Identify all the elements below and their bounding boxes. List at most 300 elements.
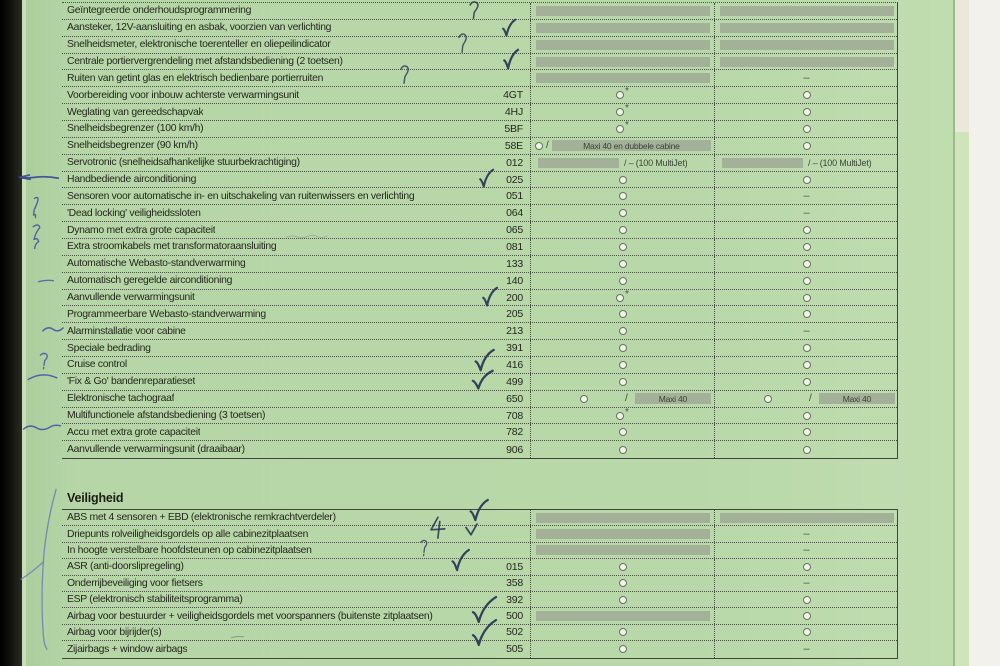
safety-table	[62, 509, 898, 659]
option-description-cell	[62, 37, 530, 53]
option-label: Handbediende airconditioning	[67, 174, 197, 186]
option-label: Cruise control	[67, 359, 127, 371]
not-available-dash: –	[803, 576, 810, 589]
table-row	[62, 20, 897, 37]
availability-cell	[530, 222, 714, 238]
availability-cell	[714, 592, 898, 607]
availability-cell	[530, 121, 714, 137]
availability-cell	[714, 172, 898, 188]
option-circle-icon	[803, 612, 811, 620]
availability-cell	[714, 256, 898, 272]
option-label: ESP (elektronisch stabiliteitsprogramma)	[67, 594, 243, 606]
option-code: 416	[506, 358, 523, 371]
option-description-cell	[62, 543, 530, 558]
option-description-cell	[62, 20, 530, 36]
option-circle-icon	[619, 645, 627, 653]
option-code: 213	[506, 325, 523, 338]
option-description-cell	[62, 641, 530, 657]
table-row	[62, 290, 897, 307]
table-row	[62, 155, 897, 172]
option-description-cell	[62, 424, 530, 440]
availability-cell	[530, 641, 714, 657]
option-description-cell	[62, 357, 530, 373]
option-label: Weglating van gereedschapvak	[67, 106, 204, 118]
option-code: 4GT	[503, 89, 523, 102]
availability-cell	[714, 559, 898, 574]
redacted-price-bar	[536, 40, 710, 50]
redacted-price-bar	[720, 513, 894, 523]
option-circle-icon	[803, 596, 811, 604]
availability-cell	[714, 87, 898, 103]
option-circle-icon	[803, 378, 811, 386]
availability-cell	[714, 205, 898, 221]
redacted-price-bar	[536, 513, 710, 523]
option-label: Zijairbags + window airbags	[67, 643, 188, 655]
option-code: 065	[506, 224, 523, 237]
option-circle-icon	[580, 395, 588, 403]
availability-cell	[714, 104, 898, 120]
slash-separator: /	[625, 393, 628, 405]
availability-cell	[714, 3, 898, 19]
availability-cell	[530, 592, 714, 607]
redacted-price-bar	[720, 6, 894, 16]
option-label: Extra stroomkabels met transformatoraansluiting	[67, 241, 277, 253]
table-row	[62, 441, 897, 458]
availability-cell	[530, 37, 714, 53]
availability-cell	[714, 357, 898, 373]
not-available-dash: –	[803, 543, 810, 556]
redacted-price-bar	[720, 57, 894, 67]
option-code: 500	[506, 610, 523, 623]
option-label: Elektronische tachograaf	[67, 393, 175, 405]
option-label: Automatische Webasto-standverwarming	[67, 258, 246, 270]
option-code: 200	[506, 291, 523, 304]
availability-cell	[714, 121, 898, 137]
option-description-cell	[62, 70, 530, 86]
availability-cell	[530, 391, 714, 407]
option-circle-icon	[619, 277, 627, 285]
option-label: Alarminstallatie voor cabine	[67, 325, 186, 337]
availability-cell	[530, 205, 714, 221]
option-circle-icon	[619, 209, 627, 217]
option-code: 025	[506, 173, 523, 186]
availability-cell	[530, 340, 714, 356]
option-code: 015	[506, 560, 523, 573]
table-row	[62, 374, 897, 391]
availability-cell	[714, 608, 898, 623]
option-circle-icon	[616, 412, 624, 420]
availability-cell	[530, 87, 714, 103]
availability-cell	[530, 172, 714, 188]
not-available-dash: –	[803, 324, 810, 337]
option-circle-icon	[803, 108, 811, 116]
option-circle-icon	[619, 579, 627, 587]
availability-cell	[714, 526, 898, 541]
not-available-dash: –	[803, 642, 810, 655]
availability-cell	[714, 222, 898, 238]
option-description-cell	[62, 54, 530, 70]
table-row	[62, 576, 897, 592]
option-circle-icon	[616, 125, 624, 133]
redacted-price-bar	[536, 73, 710, 83]
option-code: 012	[506, 156, 523, 169]
availability-cell	[714, 306, 898, 322]
option-circle-icon	[803, 310, 811, 318]
option-circle-icon	[803, 277, 811, 285]
availability-cell	[714, 70, 898, 86]
option-circle-icon	[616, 91, 624, 99]
option-circle-icon	[619, 176, 627, 184]
option-code: 205	[506, 308, 523, 321]
asterisk-icon: *	[625, 86, 629, 98]
option-description-cell	[62, 138, 530, 154]
table-row	[62, 104, 897, 121]
option-description-cell	[62, 340, 530, 356]
availability-cell	[714, 374, 898, 390]
table-row	[62, 510, 897, 526]
table-row	[62, 172, 897, 189]
option-circle-icon	[803, 91, 811, 99]
option-circle-icon	[619, 596, 627, 604]
availability-cell	[714, 155, 898, 171]
option-label: Multifunctionele afstandsbediening (3 toetsen)	[67, 410, 266, 422]
table-row	[62, 424, 897, 441]
table-row	[62, 70, 897, 87]
availability-cell	[714, 37, 898, 53]
option-code: 391	[506, 342, 523, 355]
redacted-price-bar	[720, 40, 894, 50]
option-code: 133	[506, 257, 523, 270]
availability-cell	[714, 340, 898, 356]
option-label: 'Fix & Go' bandenreparatieset	[67, 376, 196, 388]
option-description-cell	[62, 391, 530, 407]
option-circle-icon	[619, 344, 627, 352]
availability-cell	[530, 239, 714, 255]
table-row	[62, 526, 897, 542]
option-code: 505	[506, 643, 523, 656]
availability-cell	[714, 273, 898, 289]
not-available-dash: –	[803, 71, 810, 84]
not-available-dash: –	[803, 206, 810, 219]
availability-cell	[714, 188, 898, 204]
option-description-cell	[62, 374, 530, 390]
availability-cell	[530, 188, 714, 204]
option-code: 064	[506, 207, 523, 220]
table-row	[62, 625, 897, 641]
option-description-cell	[62, 273, 530, 289]
availability-cell	[714, 290, 898, 306]
option-code: 392	[506, 593, 523, 606]
availability-cell	[714, 625, 898, 640]
option-circle-icon	[619, 563, 627, 571]
availability-cell	[530, 357, 714, 373]
redacted-price-bar	[722, 158, 803, 168]
table-row	[62, 543, 897, 559]
option-description-cell	[62, 559, 530, 574]
availability-cell	[530, 608, 714, 623]
option-description-cell	[62, 256, 530, 272]
table-row	[62, 121, 897, 138]
slash-separator: /	[809, 393, 812, 405]
availability-cell	[530, 70, 714, 86]
option-circle-icon	[803, 446, 811, 454]
underlying-page-edge-bottom	[955, 132, 969, 666]
option-description-cell	[62, 323, 530, 339]
asterisk-icon: *	[625, 288, 629, 300]
option-description-cell	[62, 239, 530, 255]
option-description-cell	[62, 3, 530, 19]
availability-cell	[530, 424, 714, 440]
not-available-dash: –	[803, 189, 810, 202]
availability-cell	[530, 323, 714, 339]
option-circle-icon	[619, 327, 627, 335]
table-row	[62, 205, 897, 222]
option-code: 782	[506, 426, 523, 439]
availability-cell	[530, 306, 714, 322]
scanner-black-band	[0, 0, 22, 666]
option-description-cell	[62, 408, 530, 424]
option-label: Automatisch geregelde airconditioning	[67, 275, 233, 287]
availability-cell	[714, 441, 898, 458]
availability-cell	[714, 543, 898, 558]
option-circle-icon	[803, 294, 811, 302]
availability-cell	[530, 155, 714, 171]
option-circle-icon	[619, 428, 627, 436]
table-row	[62, 87, 897, 104]
option-description-cell	[62, 188, 530, 204]
table-row	[62, 592, 897, 608]
option-description-cell	[62, 510, 530, 525]
option-code: 081	[506, 240, 523, 253]
availability-cell	[714, 408, 898, 424]
asterisk-icon: *	[625, 406, 629, 418]
option-circle-icon	[803, 125, 811, 133]
option-circle-icon	[803, 176, 811, 184]
option-description-cell	[62, 306, 530, 322]
availability-cell	[530, 559, 714, 574]
option-code: 140	[506, 274, 523, 287]
option-code: 58E	[504, 139, 523, 152]
option-circle-icon	[535, 142, 543, 150]
option-label: Aanvullende verwarmingsunit	[67, 292, 195, 304]
not-available-dash: –	[803, 527, 810, 540]
table-row	[62, 222, 897, 239]
page-left-edge	[22, 0, 26, 666]
option-label: Aansteker, 12V-aansluiting en asbak, voorzien van verlichting	[67, 22, 332, 34]
option-code: 906	[506, 443, 523, 456]
table-row	[62, 3, 897, 20]
availability-note: / – (100 MultiJet)	[808, 157, 872, 168]
option-label: ASR (anti-doorslipregeling)	[67, 561, 184, 573]
availability-cell	[530, 408, 714, 424]
option-label: ABS met 4 sensoren + EBD (elektronische remkrachtverdeler)	[67, 512, 336, 524]
option-circle-icon	[764, 395, 772, 403]
option-label: Snelheidsmeter, elektronische toerenteller en oliepeilindicator	[67, 39, 331, 51]
redacted-price-bar	[536, 23, 710, 33]
redacted-price-bar	[536, 6, 710, 16]
option-label: Airbag voor bijrijder(s)	[67, 626, 162, 638]
option-label: Ruiten van getint glas en elektrisch bedienbare portierruiten	[67, 72, 324, 84]
option-circle-icon	[803, 412, 811, 420]
availability-cell	[714, 54, 898, 70]
availability-cell	[714, 138, 898, 154]
table-row	[62, 608, 897, 624]
table-row	[62, 273, 897, 290]
underlying-page-edge-top	[955, 0, 969, 132]
option-circle-icon	[619, 378, 627, 386]
table-row	[62, 37, 897, 54]
table-row	[62, 340, 897, 357]
options-table	[62, 2, 898, 459]
availability-cell	[714, 510, 898, 525]
section-title: Veiligheid	[67, 491, 124, 505]
option-description-cell	[62, 592, 530, 607]
table-row	[62, 306, 897, 323]
option-description-cell	[62, 222, 530, 238]
option-description-cell	[62, 441, 530, 458]
availability-cell	[530, 290, 714, 306]
option-code: 5BF	[504, 122, 523, 135]
availability-cell	[530, 543, 714, 558]
option-description-cell	[62, 625, 530, 640]
option-description-cell	[62, 172, 530, 188]
availability-cell	[714, 323, 898, 339]
option-label: Aanvullende verwarmingsunit (draaibaar)	[67, 444, 245, 456]
option-circle-icon	[803, 226, 811, 234]
option-label: 'Dead locking' veiligheidssloten	[67, 207, 201, 219]
option-code: 502	[506, 626, 523, 639]
redacted-price-bar	[538, 158, 619, 168]
option-label: Snelheidsbegrenzer (90 km/h)	[67, 140, 198, 152]
option-label: Dynamo met extra grote capaciteit	[67, 224, 216, 236]
table-row	[62, 239, 897, 256]
table-row	[62, 138, 897, 155]
option-label: Accu met extra grote capaciteit	[67, 426, 201, 438]
redacted-price-bar	[536, 529, 710, 539]
availability-cell	[530, 104, 714, 120]
availability-cell	[530, 510, 714, 525]
option-circle-icon	[803, 142, 811, 150]
availability-cell	[530, 526, 714, 541]
option-circle-icon	[619, 192, 627, 200]
option-circle-icon	[619, 260, 627, 268]
option-circle-icon	[803, 428, 811, 436]
option-label: Centrale portiervergrendeling met afstandsbediening (2 toetsen)	[67, 56, 343, 67]
option-circle-icon	[803, 344, 811, 352]
table-row	[62, 357, 897, 374]
table-row	[62, 188, 897, 205]
availability-cell	[714, 391, 898, 407]
availability-cell	[530, 256, 714, 272]
availability-cell	[714, 20, 898, 36]
redacted-price-bar	[720, 23, 894, 33]
option-circle-icon	[803, 243, 811, 251]
option-code: 650	[506, 392, 523, 405]
option-label: Programmeerbare Webasto-standverwarming	[67, 308, 266, 320]
option-label: Geïntegreerde onderhoudsprogrammering	[67, 5, 252, 17]
option-description-cell	[62, 576, 530, 591]
availability-cell	[530, 374, 714, 390]
table-row	[62, 559, 897, 575]
option-circle-icon	[803, 361, 811, 369]
option-circle-icon	[619, 361, 627, 369]
option-description-cell	[62, 526, 530, 541]
option-label: Airbag voor bestuurder + veiligheidsgordels met voorspanners (buitenste zitplaatsen)	[67, 610, 433, 622]
option-description-cell	[62, 104, 530, 120]
option-label: Speciale bedrading	[67, 342, 151, 354]
availability-cell	[530, 273, 714, 289]
redacted-price-bar	[536, 57, 710, 67]
option-circle-icon	[619, 628, 627, 636]
availability-cell	[714, 424, 898, 440]
option-description-cell	[62, 87, 530, 103]
availability-cell	[530, 625, 714, 640]
table-row	[62, 391, 897, 408]
table-row	[62, 323, 897, 340]
availability-cell	[530, 441, 714, 458]
redacted-price-bar: Maxi 40 en dubbele cabine	[552, 140, 711, 151]
redacted-price-bar	[536, 545, 710, 555]
availability-cell	[530, 3, 714, 19]
availability-cell	[530, 20, 714, 36]
availability-cell	[530, 54, 714, 70]
slash-separator: /	[546, 140, 549, 152]
option-circle-icon	[616, 108, 624, 116]
option-code: 358	[506, 577, 523, 590]
option-label: Servotronic (snelheidsafhankelijke stuurbekrachtiging)	[67, 157, 300, 169]
option-circle-icon	[616, 294, 624, 302]
availability-cell	[530, 576, 714, 591]
option-circle-icon	[619, 226, 627, 234]
option-label: Voorbereiding voor inbouw achterste verwarmingsunit	[67, 89, 299, 101]
availability-cell	[714, 239, 898, 255]
option-code: 4HJ	[504, 106, 523, 119]
option-circle-icon	[803, 628, 811, 636]
table-row	[62, 256, 897, 273]
table-row	[62, 408, 897, 425]
option-circle-icon	[803, 260, 811, 268]
option-label: In hoogte verstelbare hoofdsteunen op cabinezitplaatsen	[67, 544, 312, 556]
option-circle-icon	[619, 446, 627, 454]
option-description-cell	[62, 205, 530, 221]
redacted-price-bar: Maxi 40	[819, 393, 895, 404]
redacted-price-bar	[536, 611, 710, 621]
redacted-price-bar: Maxi 40	[635, 393, 711, 404]
option-circle-icon	[619, 243, 627, 251]
option-label: Sensoren voor automatische in- en uitschakeling van ruitenwissers en verlichting	[67, 190, 415, 202]
option-label: Snelheidsbegrenzer (100 km/h)	[67, 123, 204, 135]
table-row	[62, 641, 897, 657]
option-description-cell	[62, 121, 530, 137]
option-description-cell	[62, 608, 530, 623]
availability-cell	[530, 138, 714, 154]
availability-cell	[714, 576, 898, 591]
option-label: Driepunts rolveiligheidsgordels op alle cabinezitplaatsen	[67, 528, 309, 540]
option-circle-icon	[803, 563, 811, 571]
asterisk-icon: *	[625, 119, 629, 131]
option-code: 708	[506, 409, 523, 422]
option-circle-icon	[619, 310, 627, 318]
option-description-cell	[62, 155, 530, 171]
table-row	[62, 54, 897, 71]
option-label: Onderrijbeveiliging voor fietsers	[67, 577, 203, 589]
availability-cell	[714, 641, 898, 657]
option-code: 499	[506, 375, 523, 388]
availability-note: / – (100 MultiJet)	[624, 157, 688, 168]
option-description-cell	[62, 290, 530, 306]
asterisk-icon: *	[625, 103, 629, 115]
option-code: 051	[506, 190, 523, 203]
